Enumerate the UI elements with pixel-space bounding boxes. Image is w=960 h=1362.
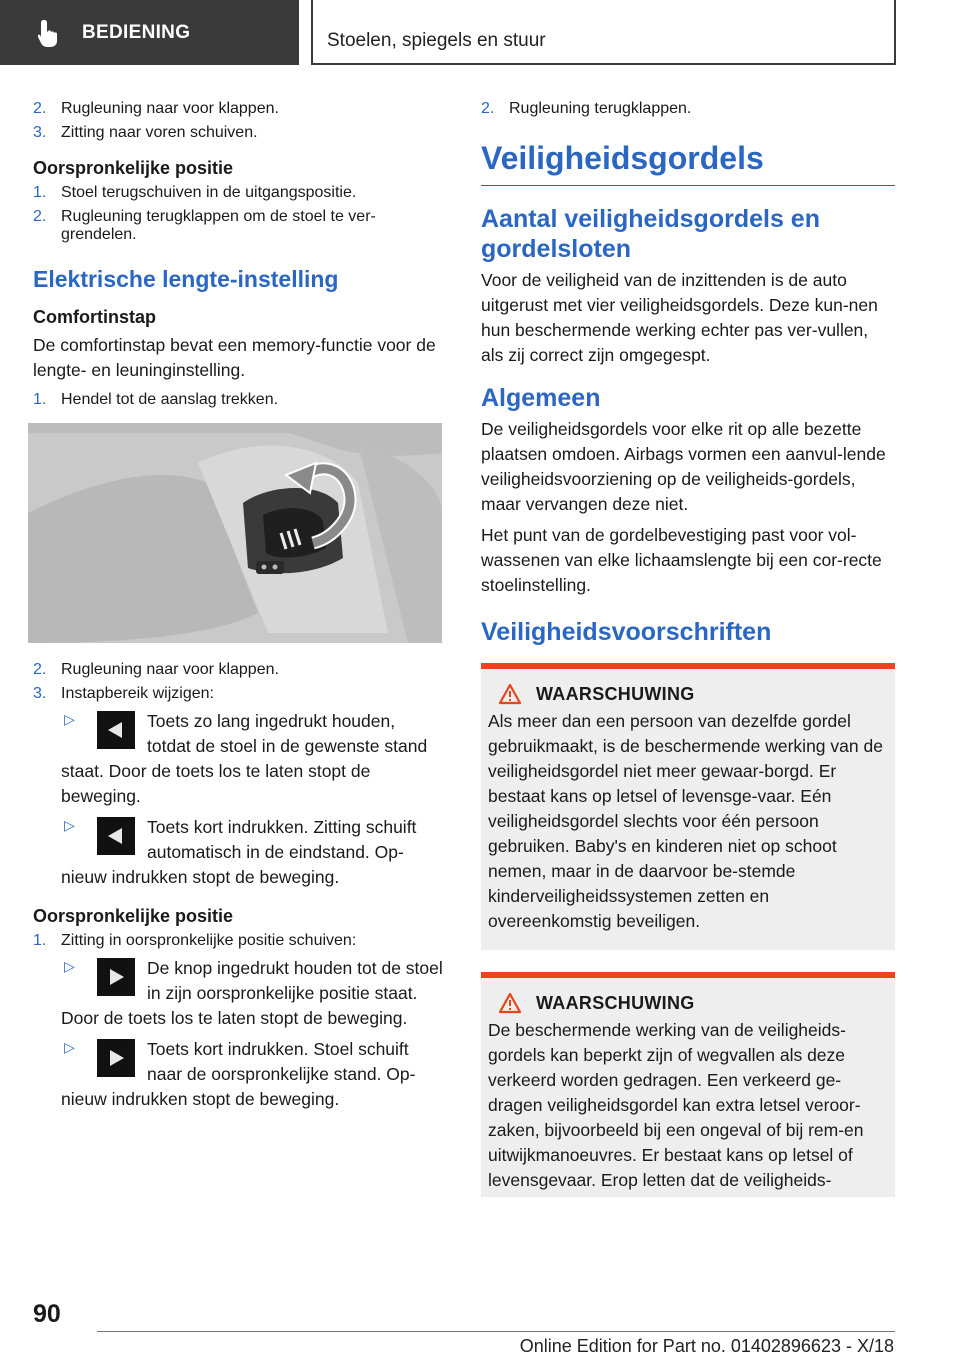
seat-back-button-icon: [97, 817, 135, 855]
list-item: 3. Instapbereik wijzigen:: [33, 685, 214, 702]
seat-lever-photo: [28, 423, 442, 643]
list-item: 1. Hendel tot de aanslag trekken.: [33, 391, 279, 408]
triangle-bullet-icon: ▷: [64, 711, 75, 727]
list-item: 1. Stoel terugschuiven in de uitgangspositie.: [33, 184, 357, 201]
seat-forward-button-icon: [97, 958, 135, 996]
section-heading: Elektrische lengte-instelling: [33, 266, 339, 292]
seat-back-button-icon: [97, 711, 135, 749]
section-heading: Algemeen: [481, 384, 601, 412]
list-item: 2. Rugleuning terugklappen om de stoel te ver-grendelen.: [33, 208, 376, 243]
header-section-tab: [0, 0, 299, 65]
header-chapter-box: [311, 0, 896, 65]
paragraph: De comfortinstap bevat een memory-functie voor de lengte- en leuninginstelling.: [33, 335, 436, 380]
list-item: 3. Zitting naar voren schuiven.: [33, 124, 258, 141]
footer-edition: Online Edition for Part no. 01402896623 - X/18: [519, 1336, 894, 1356]
sub-list-item: ▷ Toets kort indrukken. Stoel schuift naar de oorspronkelijke stand. Op-nieuw indrukken stopt de beweging.: [61, 1039, 416, 1109]
triangle-bullet-icon: ▷: [64, 1039, 75, 1055]
section-heading: Aantal veiligheidsgordels en gordelsloten: [481, 205, 820, 263]
paragraph: Voor de veiligheid van de inzittenden is de auto uitgerust met vier veiligheidsgordels. Deze kun-nen hun beschermende werking echter pas ver-vullen, als zij correct zijn omgegespt.: [481, 270, 878, 365]
triangle-bullet-icon: ▷: [64, 817, 75, 833]
paragraph: De veiligheidsgordels voor elke rit op alle bezette plaatsen omdoen. Airbags vormen een aanvul-lende veiligheidsvoorziening op de veiligheids-gordels, maar vervangen deze niet.: [481, 419, 886, 514]
subheading: Oorspronkelijke positie: [33, 906, 234, 926]
triangle-bullet-icon: ▷: [64, 958, 75, 974]
warning-triangle-icon: [498, 992, 522, 1014]
page-number: 90: [33, 1300, 61, 1328]
sub-list-item: ▷ De knop ingedrukt houden tot de stoel in zijn oorspronkelijke positie staat. Door de toets los te laten stopt de beweging.: [61, 958, 443, 1028]
warning-box: [481, 972, 895, 1197]
warning-text: De beschermende werking van de veiligheids-gordels kan beperkt zijn of wegvallen als deze verkeerd worden gedragen. Een verkeerd ge-dragen veiligheidsgordel kan extra letsel veroor-zaken, bijvoorbeeld bij een ongeval of bij rem-en uitwijkmanoeuvres. Er bestaat kans op letsel of levensgevaar. Erop letten dat de veiligheids-: [488, 1020, 864, 1190]
subheading: Oorspronkelijke positie: [33, 158, 234, 178]
warning-header: WAARSCHUWING: [488, 683, 887, 705]
right-column: [481, 100, 895, 1197]
seat-forward-button-icon: [97, 1039, 135, 1077]
list-item: 2. Rugleuning naar voor klappen.: [33, 661, 279, 678]
list-item: 2. Rugleuning naar voor klappen.: [33, 100, 279, 117]
warning-triangle-icon: [498, 683, 522, 705]
subheading: Comfortinstap: [33, 307, 156, 327]
section-heading: Veiligheidsvoorschriften: [481, 618, 772, 646]
footer-divider: [97, 1331, 895, 1332]
seat-lever-illustration: [28, 423, 442, 643]
sub-list-item: ▷ Toets kort indrukken. Zitting schuift automatisch in de eindstand. Op-nieuw indrukken stopt de beweging.: [61, 817, 417, 887]
chapter-title: Stoelen, spiegels en stuur: [327, 30, 546, 51]
left-column: [33, 100, 443, 1118]
warning-box: [481, 663, 895, 950]
warning-header: WAARSCHUWING: [488, 992, 887, 1014]
sub-list-item: ▷ Toets zo lang ingedrukt houden, totdat de stoel in de gewenste stand staat. Door de toets los te laten stopt de beweging.: [61, 711, 428, 806]
hand-pointer-icon: [38, 18, 64, 48]
warning-text: Als meer dan een persoon van dezelfde gordel gebruikmaakt, is de beschermende werking van de veiligheidsgordel niet meer gewaar-borgd. Er bestaat kans op letsel of levensge-vaar. Eén veiligheidsgordel slechts voor één persoon gebruiken. Baby's en kinderen niet op schoot nemen, maar in de daarvoor be-stemde kinderveiligheidssystemen zetten en overeenkomstig beveiligen.: [488, 711, 883, 931]
chapter-heading: Veiligheidsgordels: [481, 140, 895, 186]
section-title: BEDIENING: [82, 21, 191, 43]
list-item: 1. Zitting in oorspronkelijke positie schuiven:: [33, 932, 357, 949]
paragraph: Het punt van de gordelbevestiging past voor vol-wassenen van elke lichaamslengte bij een cor-recte stoelinstelling.: [481, 525, 882, 595]
list-item: 2. Rugleuning terugklappen.: [481, 100, 692, 117]
